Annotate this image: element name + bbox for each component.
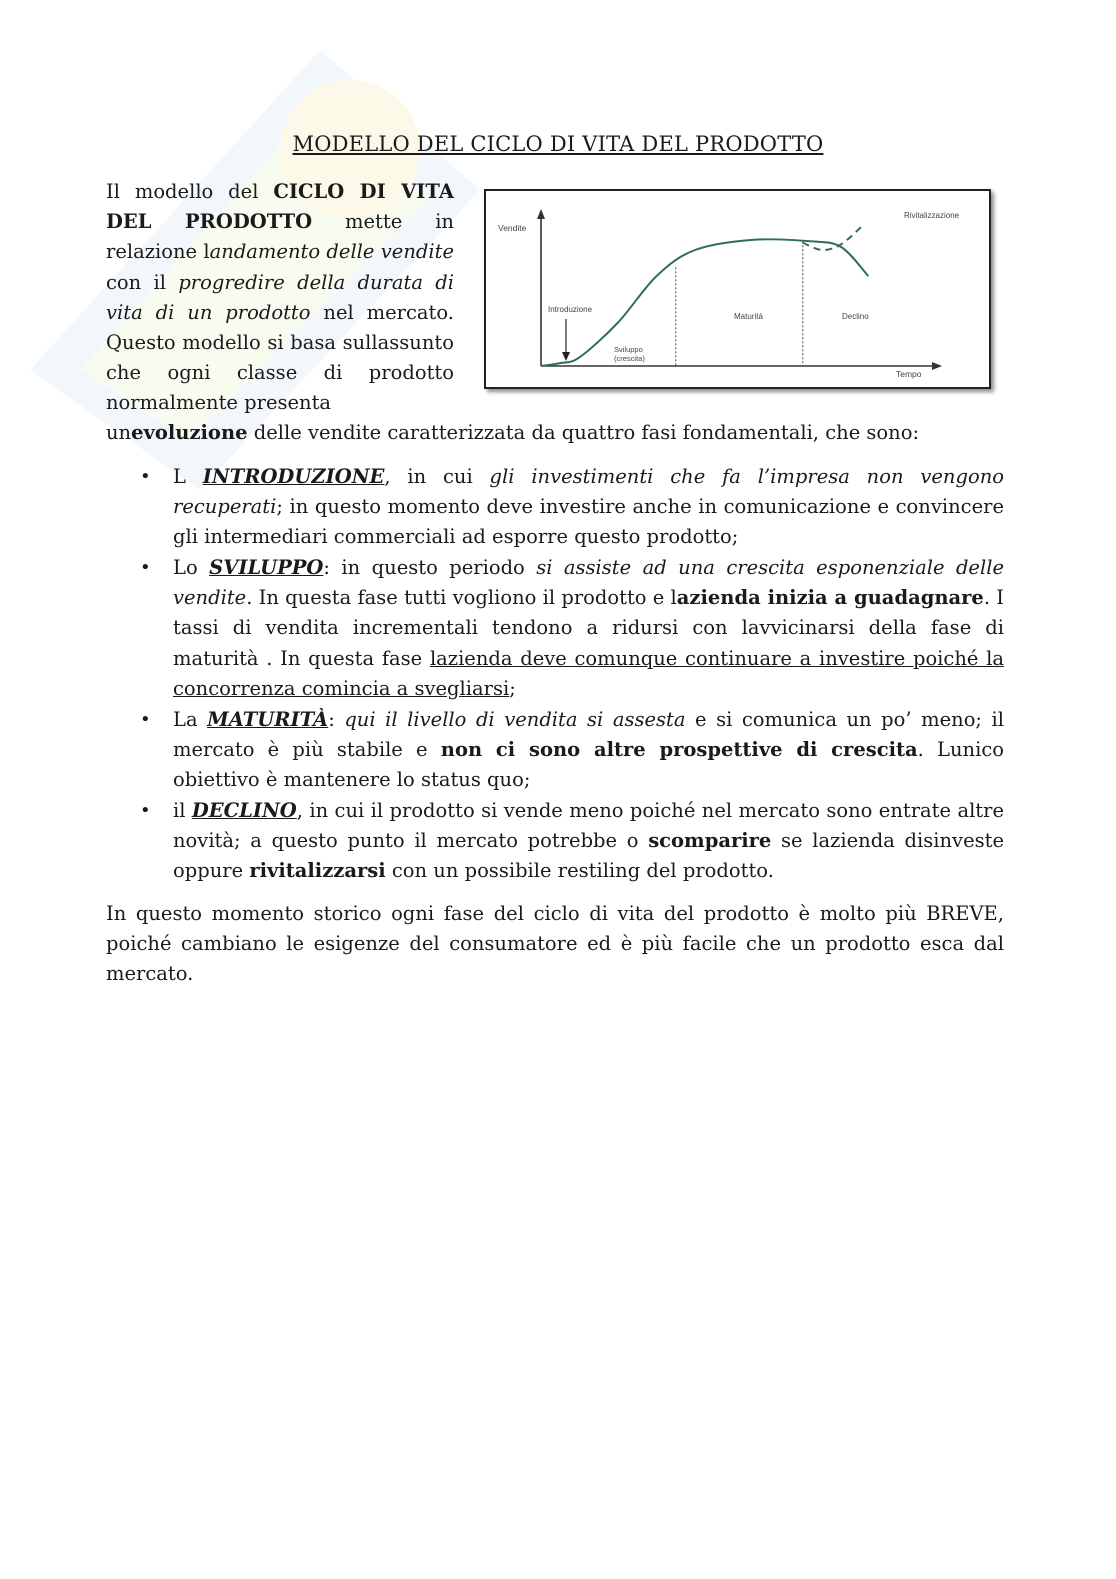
x-axis-label: Tempo [896, 369, 922, 379]
closing-paragraph: In questo momento storico ogni fase del ciclo di vita del prodotto è molto più BREVE, poiché cambiano le esigenze del consumatore ed è più facile che un prodotto esca dal mercato. [106, 902, 1004, 985]
intro-paragraph: Il modello del CICLO DI VITA DEL PRODOTTO mette in relazione landamento delle vendite con il progredire della durata di vita di un prodotto nel mercato. Questo modello si basa sullassunto che ogni classe di prodotto normalmente presenta [106, 180, 454, 415]
phase-label-sviluppo: Sviluppo [614, 345, 643, 354]
list-item-maturita: • La MATURITÀ: qui il livello di vendita si assesta e si comunica un po’ meno; il mercato è più stabile e non ci sono altre prospettive di crescita. Lunico obiettivo è mantenere lo status quo; [106, 705, 1004, 795]
phase-label-crescita: (crescita) [614, 354, 645, 363]
rivitalizzazione-curve [803, 224, 865, 250]
sales-curve [541, 239, 868, 366]
phase-list [106, 462, 1004, 887]
y-axis-arrow [537, 209, 545, 219]
annotation-rivitalizzazione: Rivitalizzazione [904, 211, 960, 220]
list-item-sviluppo: • Lo SVILUPPO: in questo periodo si assiste ad una crescita esponenziale delle vendite. In questa fase tutti vogliono il prodotto e lazienda inizia a guadagnare. I tassi di vendita incrementali tendono a ridursi con lavvicinarsi della fase di maturità . In questa fase lazienda deve comunque continuare a investire poiché la concorrenza comincia a svegliarsi; [106, 553, 1004, 703]
introduzione-arrowhead [562, 352, 570, 361]
phase-label-maturita: Maturità [734, 312, 763, 321]
list-item-declino: • il DECLINO, in cui il prodotto si vende meno poiché nel mercato sono entrate altre novità; a questo punto il mercato potrebbe o scomparire se lazienda disinveste oppure rivitalizzarsi con un possibile restiling del prodotto. [106, 796, 1004, 886]
x-axis-arrow [932, 362, 942, 370]
y-axis-label: Vendite [498, 223, 527, 233]
phase-label-introduzione: Introduzione [548, 305, 593, 314]
intro-paragraph-continuation: unevoluzione delle vendite caratterizzata da quattro fasi fondamentali, che sono: [106, 421, 920, 444]
page-title: MODELLO DEL CICLO DI VITA DEL PRODOTTO [292, 132, 824, 156]
product-life-cycle-chart [484, 189, 991, 389]
list-item-introduzione: • L INTRODUZIONE, in cui gli investimenti che fa l’impresa non vengono recuperati; in questo momento deve investire anche in comunicazione e convincere gli intermediari commerciali ad esporre questo prodotto; [106, 462, 1004, 552]
phase-label-declino: Declino [842, 312, 869, 321]
